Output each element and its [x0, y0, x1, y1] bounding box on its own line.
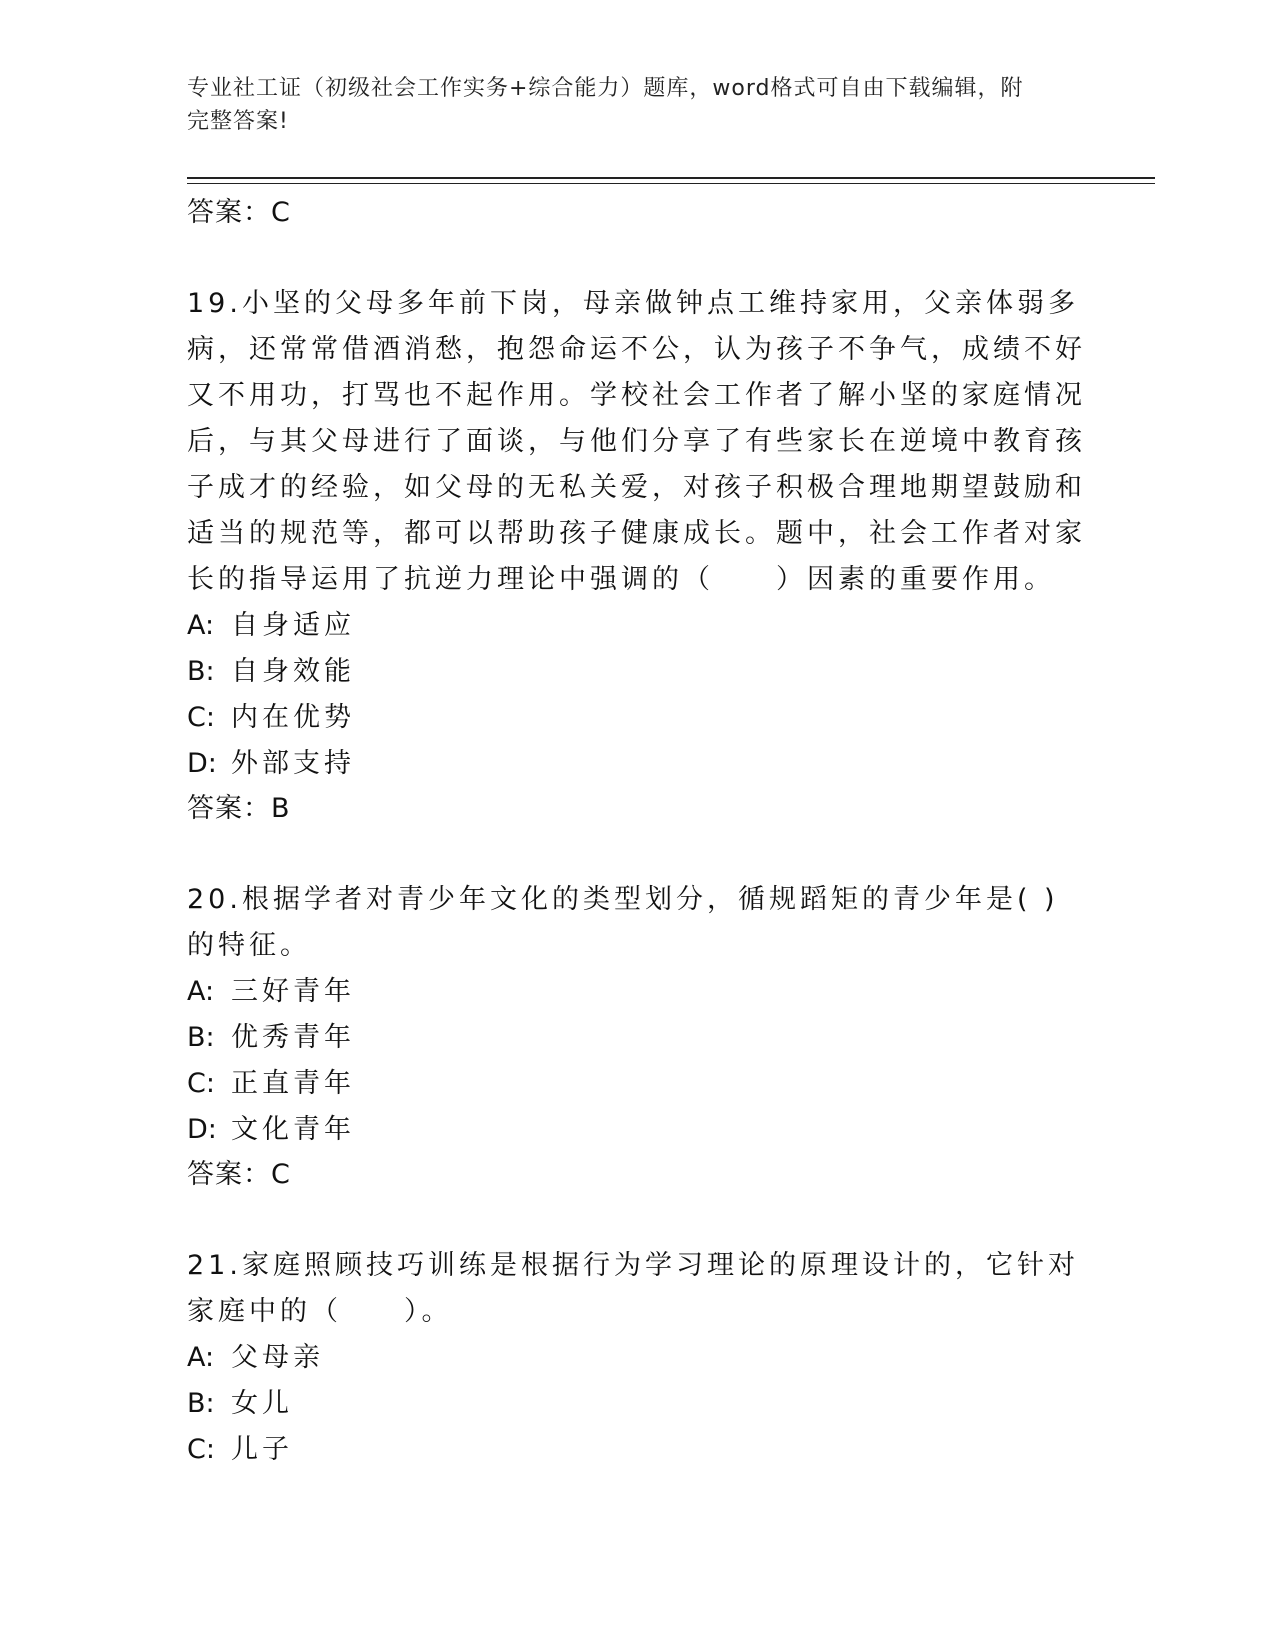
- spacer: [187, 1197, 1087, 1243]
- question-21-option-c: [187, 1427, 1087, 1473]
- option-text: 自身效能: [231, 656, 355, 687]
- option-letter: B:: [187, 1022, 215, 1053]
- header-divider-thick: [187, 177, 1155, 179]
- option-text: 优秀青年: [231, 1022, 355, 1053]
- question-19-option-d: [187, 741, 1087, 787]
- answer-18: 答案：C: [187, 197, 291, 228]
- option-text: 外部支持: [231, 748, 355, 779]
- option-text: 正直青年: [231, 1068, 355, 1099]
- question-19: [187, 281, 1087, 831]
- option-text: 自身适应: [231, 610, 355, 641]
- question-19-option-c: [187, 695, 1087, 741]
- option-letter: A:: [187, 610, 215, 641]
- question-20: [187, 877, 1087, 1197]
- option-letter: C:: [187, 702, 215, 733]
- answer-19: 答案：B: [187, 793, 291, 824]
- option-text: 父母亲: [231, 1342, 324, 1373]
- question-19-option-a: [187, 603, 1087, 649]
- question-20-option-a: [187, 969, 1087, 1015]
- header-divider-thin: [187, 183, 1155, 184]
- question-20-text: 20.根据学者对青少年文化的类型划分，循规蹈矩的青少年是( )的特征。: [187, 884, 1059, 961]
- option-letter: C:: [187, 1068, 215, 1099]
- question-19-text: 19.小坚的父母多年前下岗，母亲做钟点工维持家用，父亲体弱多病，还常常借酒消愁，抱怨命运不公，认为孩子不争气，成绩不好又不用功，打骂也不起作用。学校社会工作者了解小坚的家庭情况后，与其父母进行了面谈，与他们分享了有些家长在逆境中教育孩子成才的经验，如父母的无私关爱，对孩子积极合理地期望鼓励和适当的规范等，都可以帮助孩子健康成长。题中，社会工作者对家长的指导运用了抗逆力理论中强调的（ ）因素的重要作用。: [187, 288, 1086, 595]
- question-19-option-b: [187, 649, 1087, 695]
- question-20-option-d: [187, 1107, 1087, 1153]
- spacer: [187, 235, 1087, 281]
- spacer: [187, 831, 1087, 877]
- option-letter: D:: [187, 748, 217, 779]
- option-letter: A:: [187, 976, 215, 1007]
- option-letter: A:: [187, 1342, 215, 1373]
- option-text: 文化青年: [231, 1114, 355, 1145]
- option-text: 内在优势: [231, 702, 355, 733]
- question-21-text: 21.家庭照顾技巧训练是根据行为学习理论的原理设计的，它针对家庭中的（ ）。: [187, 1250, 1079, 1327]
- header-line-2: 完整答案!: [187, 109, 289, 134]
- option-text: 三好青年: [231, 976, 355, 1007]
- document-header: [187, 72, 1087, 138]
- option-letter: B:: [187, 656, 215, 687]
- option-letter: B:: [187, 1388, 215, 1419]
- answer-20: 答案：C: [187, 1159, 291, 1190]
- document-body: [187, 191, 1087, 1473]
- option-letter: D:: [187, 1114, 217, 1145]
- question-21-option-a: [187, 1335, 1087, 1381]
- question-20-option-c: [187, 1061, 1087, 1107]
- option-letter: C:: [187, 1434, 215, 1465]
- option-text: 儿子: [231, 1434, 293, 1465]
- question-21: [187, 1243, 1087, 1473]
- question-21-option-b: [187, 1381, 1087, 1427]
- option-text: 女儿: [231, 1388, 293, 1419]
- header-line-1: 专业社工证（初级社会工作实务+综合能力）题库，word格式可自由下载编辑，附: [187, 76, 1024, 101]
- question-20-option-b: [187, 1015, 1087, 1061]
